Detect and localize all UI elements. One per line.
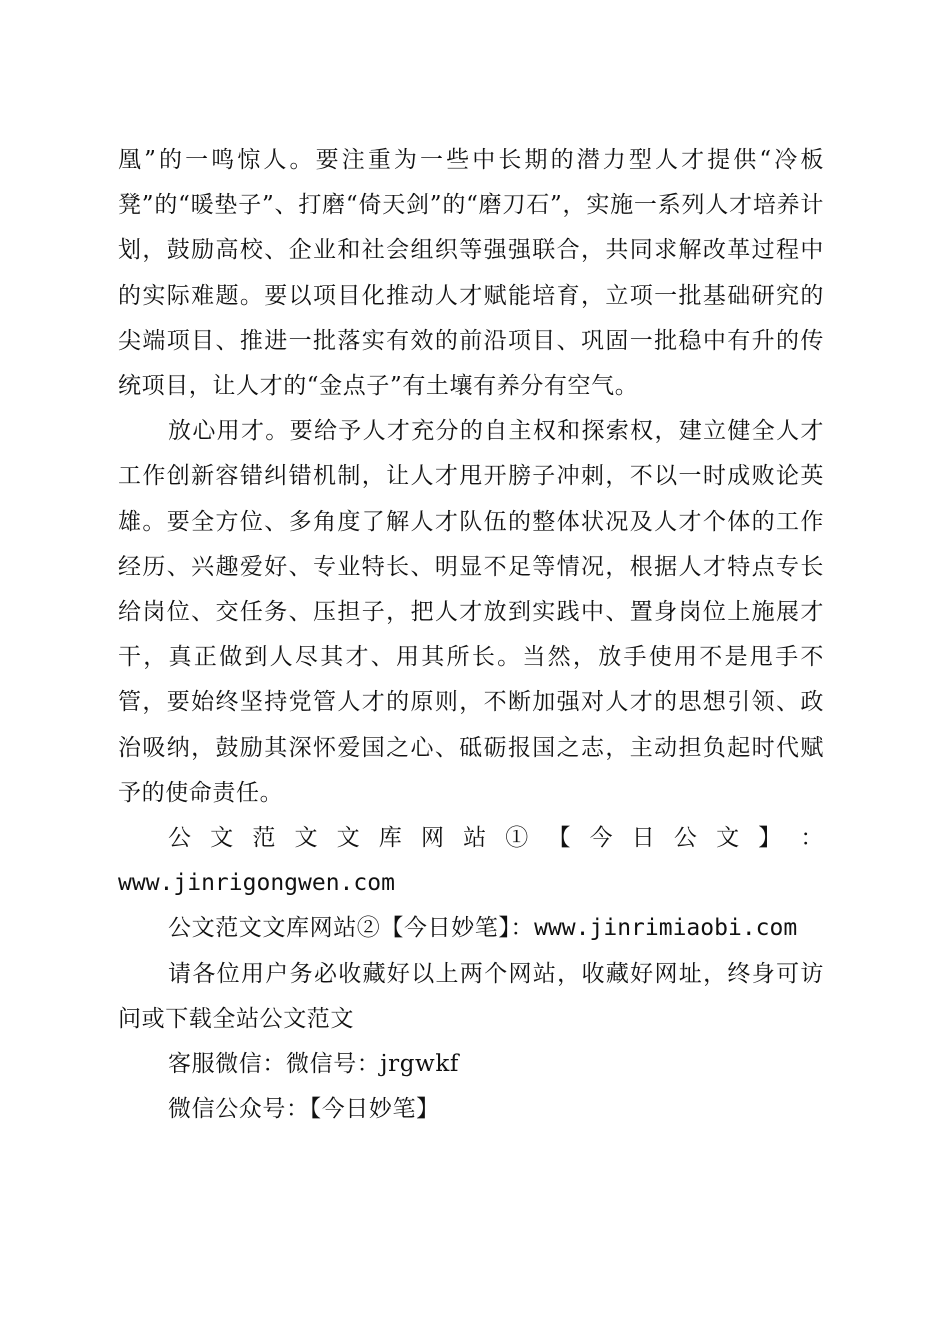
service-wechat: 客服微信：微信号：jrgwkf (168, 1051, 459, 1078)
site1-url[interactable]: www.jinrigongwen.com (118, 870, 395, 897)
body-paragraph-1: 凰”的一鸣惊人。要注重为一些中长期的潜力型人才提供“冷板凳”的“暖垫子”、打磨“倚天剑”的“磨刀石”，实施一系列人才培养计划，鼓励高校、企业和社会组织等强强联合，共同求解改革过程中的实际难题。要以项目化推动人才赋能培育，立项一批基础研究的尖端项目、推进一批落实有效的前沿项目、巩固一批稳中有升的传统项目，让人才的“金点子”有土壤有养分有空气。 (118, 147, 824, 400)
site2-label: 公文范文文库网站②【今日妙笔】： (168, 915, 535, 942)
site2-line (118, 906, 824, 951)
site1-label: 公 文 范 文 文 库 网 站 ① 【 今 日 公 文 】 ： (168, 825, 824, 852)
notice-paragraph: 请各位用户务必收藏好以上两个网站，收藏好网址，终身可访问或下载全站公文范文 (118, 960, 824, 1032)
document-page (118, 138, 824, 1132)
official-account: 微信公众号：【今日妙笔】 (168, 1096, 440, 1123)
body-paragraph-2: 放心用才。要给予人才充分的自主权和探索权，建立健全人才工作创新容错纠错机制，让人才甩开膀子冲刺，不以一时成败论英雄。要全方位、多角度了解人才队伍的整体状况及人才个体的工作经历、兴趣爱好、专业特长、明显不足等情况，根据人才特点专长给岗位、交任务、压担子，把人才放到实践中、置身岗位上施展才干，真正做到人尽其才、用其所长。当然，放手使用不是甩手不管，要始终坚持党管人才的原则，不断加强对人才的思想引领、政治吸纳，鼓励其深怀爱国之心、砥砺报国之志，主动担负起时代赋予的使命责任。 (118, 418, 824, 806)
site2-url[interactable]: www.jinrimiaobi.com (534, 915, 798, 942)
